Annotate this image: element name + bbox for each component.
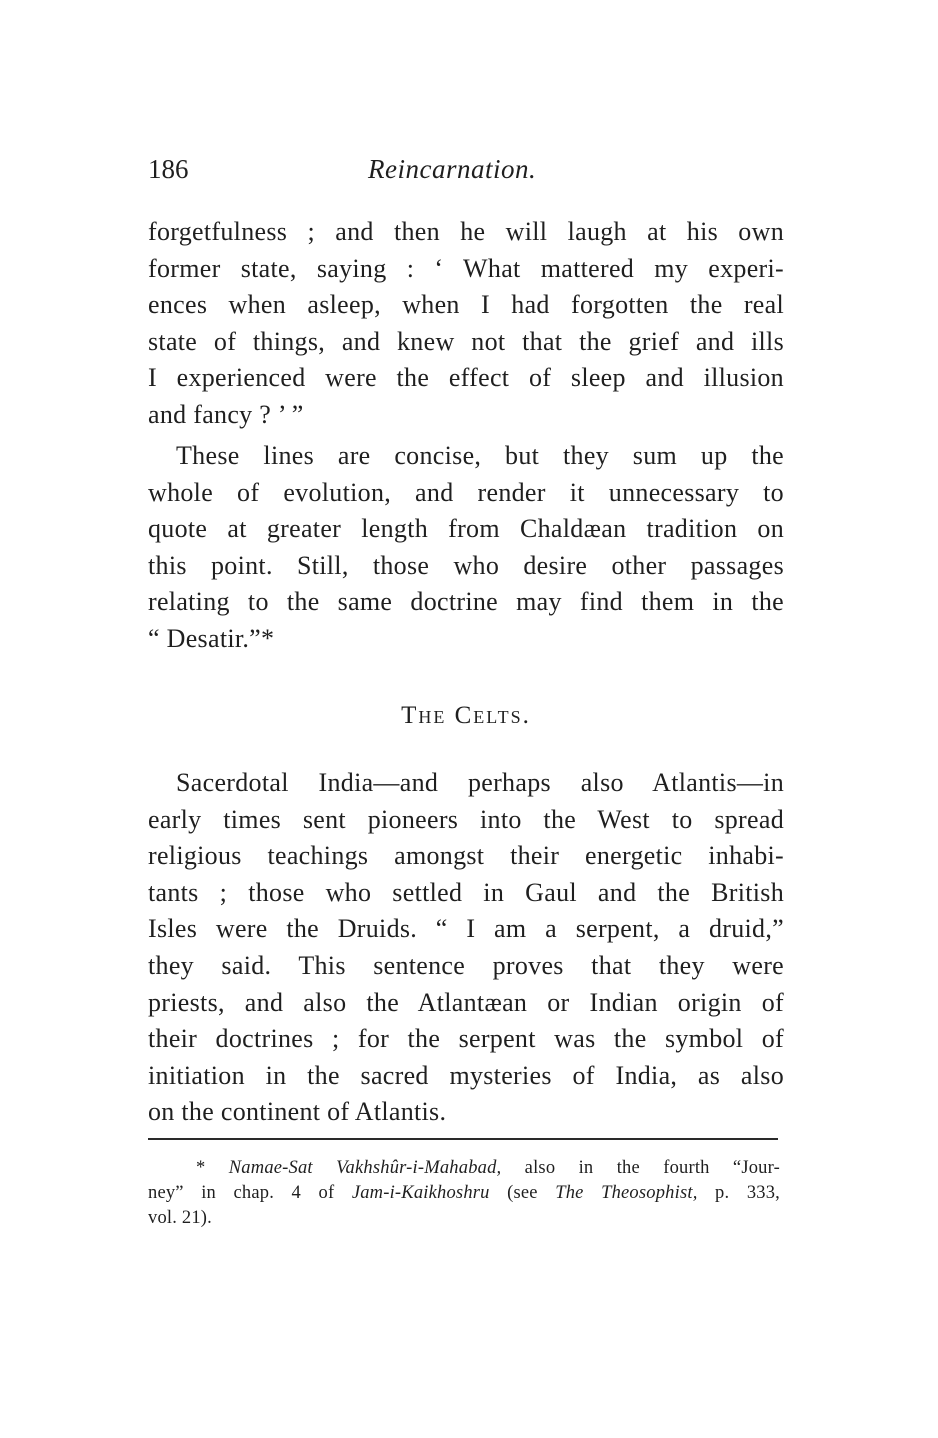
text-line: on the continent of Atlantis. (148, 1097, 447, 1127)
footnote-line (148, 1181, 780, 1206)
text-line: their doctrines ; for the serpent was the symbol of (148, 1024, 784, 1054)
text-line: relating to the same doctrine may find them in the (148, 587, 784, 617)
text-line: they said. This sentence proves that they were (148, 950, 784, 980)
footnote (148, 1156, 780, 1231)
text-line: forgetfulness ; and then he will laugh at his own (148, 217, 784, 246)
text-line: quote at greater length from Chaldæan tradition on (148, 514, 784, 544)
text-line: whole of evolution, and render it unnecessary to (148, 477, 784, 507)
running-head (148, 154, 784, 194)
section-heading: The Celts. (401, 702, 531, 729)
text-line: this point. Still, those who desire other passages (148, 550, 784, 580)
text-line: early times sent pioneers into the West to spread (148, 804, 784, 834)
paragraph-celts (148, 765, 784, 1131)
text-line: I experienced were the effect of sleep and illusion (148, 363, 784, 393)
text-line: Sacerdotal India—and perhaps also Atlantis—in (176, 768, 784, 797)
text-line: and fancy ? ’ ” (148, 399, 304, 429)
footnote-journal: The Theosophist, (555, 1183, 698, 1203)
paragraph-continued (148, 214, 784, 434)
text-line: state of things, and knew not that the grief and ills (148, 326, 784, 356)
footnote-text: also in the fourth “Jour- (501, 1158, 780, 1178)
text-line: “ Desatir.”* (148, 623, 275, 653)
text-line: initiation in the sacred mysteries of India, as also (148, 1060, 784, 1090)
footnote-marker: * (196, 1158, 229, 1178)
footnote-line: vol. 21). (148, 1208, 212, 1228)
footnote-title: Namae-Sat Vakhshûr-i-Mahabad, (228, 1158, 502, 1178)
text-line: priests, and also the Atlantæan or Indian origin of (148, 987, 784, 1017)
running-title: Reincarnation. (368, 154, 537, 184)
paragraph-desatir (148, 438, 784, 658)
footnote-title: Jam-i-Kaikhoshru (351, 1183, 490, 1203)
footnote-text: ney” in chap. 4 of (148, 1183, 352, 1203)
page-number: 186 (148, 154, 189, 184)
text-line: former state, saying : ‘ What mattered my experi- (148, 253, 784, 283)
text-line: These lines are concise, but they sum up the (176, 441, 784, 470)
footnote-divider (148, 1138, 778, 1140)
text-line: ences when asleep, when I had forgotten the real (148, 290, 784, 320)
text-line: Isles were the Druids. “ I am a serpent, a druid,” (148, 914, 784, 944)
text-line: tants ; those who settled in Gaul and the British (148, 877, 784, 907)
footnote-line (148, 1156, 780, 1181)
footnote-text: p. 333, (697, 1183, 780, 1203)
text-line: religious teachings amongst their energetic inhabi- (148, 841, 784, 871)
footnote-text: (see (489, 1183, 556, 1203)
